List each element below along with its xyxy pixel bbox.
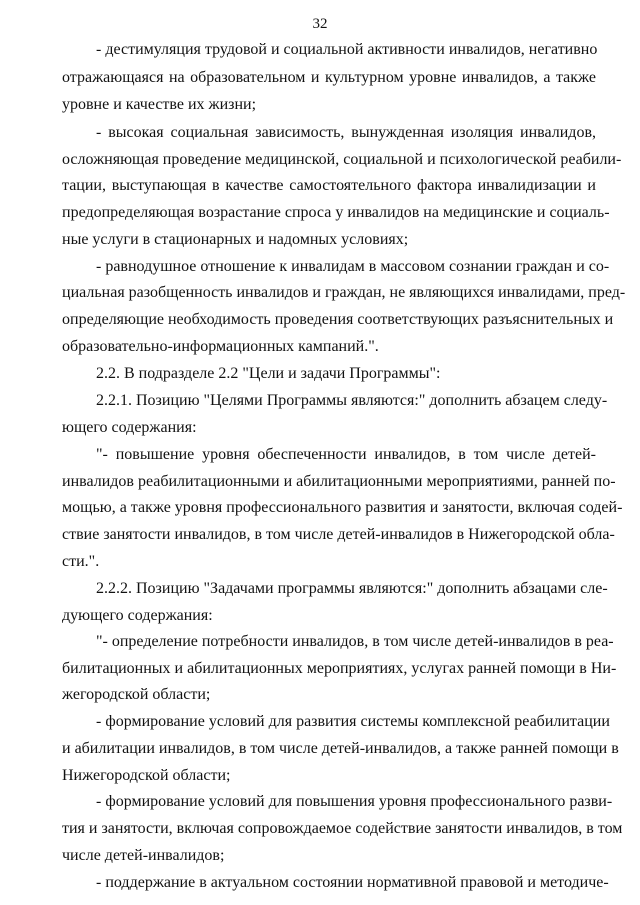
text-line: предопределяющая возрастание спроса у инвалидов на медицинские и социаль- bbox=[62, 204, 610, 221]
text-line: циальная разобщенность инвалидов и граждан, не являющихся инвалидами, пред- bbox=[62, 284, 626, 301]
text-line: - равнодушное отношение к инвалидам в массовом сознании граждан и со- bbox=[96, 258, 610, 275]
text-line: Нижегородской области; bbox=[62, 767, 231, 784]
text-line: - высокая социальная зависимость, вынужденная изоляция инвалидов, bbox=[96, 124, 596, 141]
text-line: "- повышение уровня обеспеченности инвалидов, в том числе детей- bbox=[96, 446, 596, 463]
text-line: ные услуги в стационарных и надомных условиях; bbox=[62, 231, 409, 248]
text-line: - формирование условий для повышения уровня профессионального разви- bbox=[96, 793, 613, 810]
text-line: отражающаяся на образовательном и культурном уровне инвалидов, а также bbox=[62, 69, 596, 86]
text-line: тия и занятости, включая сопровождаемое содействие занятости инвалидов, в том bbox=[62, 820, 623, 837]
text-line: образовательно-информационных кампаний.". bbox=[62, 338, 379, 355]
text-line: определяющие необходимость проведения соответствующих разъяснительных и bbox=[62, 311, 614, 328]
text-line: - поддержание в актуальном состоянии нормативной правовой и методиче- bbox=[96, 874, 609, 891]
text-line: мощью, а также уровня профессионального развития и занятости, включая содей- bbox=[62, 499, 623, 516]
text-line: и абилитации инвалидов, в том числе детей-инвалидов, а также ранней помощи в bbox=[62, 740, 619, 757]
page-number: 32 bbox=[312, 16, 328, 32]
text-line: 2.2.1. Позицию "Целями Программы являются:" дополнить абзацем следу- bbox=[96, 392, 608, 409]
text-line: осложняющая проведение медицинской, социальной и психологической реабили- bbox=[62, 151, 622, 168]
text-line: сти.". bbox=[62, 553, 100, 570]
text-line: - формирование условий для развития системы комплексной реабилитации bbox=[96, 713, 610, 730]
text-line: 2.2.2. Позицию "Задачами программы являются:" дополнить абзацами сле- bbox=[96, 580, 608, 597]
text-line: уровне и качестве их жизни; bbox=[62, 96, 257, 113]
text-line: ствие занятости инвалидов, в том числе детей-инвалидов в Нижегородской обла- bbox=[62, 526, 615, 543]
text-line: числе детей-инвалидов; bbox=[62, 847, 225, 864]
text-line: 2.2. В подразделе 2.2 "Цели и задачи Программы": bbox=[96, 365, 441, 382]
text-line: инвалидов реабилитационными и абилитационными мероприятиями, ранней по- bbox=[62, 473, 616, 490]
text-line: жегородской области; bbox=[62, 686, 211, 703]
text-line: - дестимуляция трудовой и социальной активности инвалидов, негативно bbox=[96, 41, 598, 58]
text-line: "- определение потребности инвалидов, в том числе детей-инвалидов в реа- bbox=[96, 633, 614, 650]
text-line: билитационных и абилитационных мероприятиях, услугах ранней помощи в Ни- bbox=[62, 660, 617, 677]
text-line: дующего содержания: bbox=[62, 607, 213, 624]
text-line: тации, выступающая в качестве самостоятельного фактора инвалидизации и bbox=[62, 177, 596, 194]
text-line: ющего содержания: bbox=[62, 419, 197, 436]
